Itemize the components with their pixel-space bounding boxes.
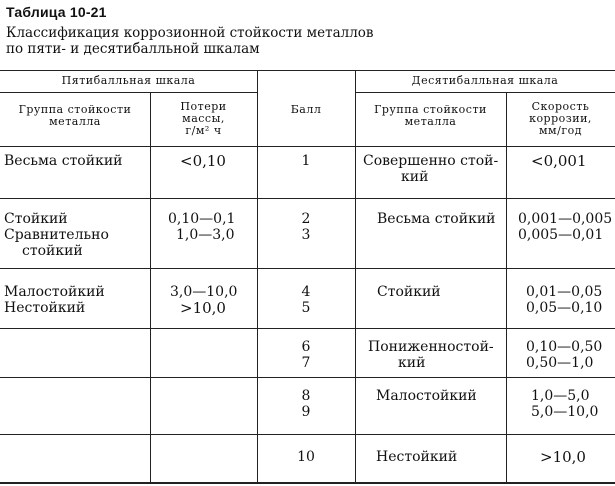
ball-cell: 8 9 — [301, 388, 311, 420]
ten-group-cell: Нестойкий — [376, 449, 458, 465]
table-bottom-rule — [0, 482, 615, 484]
corrosion-rate-cell: <0,001 — [531, 152, 587, 170]
ten-group-cell: Весьма стойкий — [377, 211, 496, 227]
five-scale-header: Пятибалльная шкала — [61, 74, 196, 87]
scale-header-rule-left — [0, 92, 257, 93]
five-group-cell: Стойкий Сравнительно стойкий — [4, 211, 109, 259]
row-rule-3 — [0, 328, 615, 329]
ten-group-cell: Совершенно стой- кий — [363, 153, 499, 185]
table-top-rule — [0, 70, 615, 71]
ball-cell: 4 5 — [301, 284, 311, 316]
corrosion-rate-cell: 0,01—0,05 0,05—0,10 — [526, 284, 603, 316]
ball-cell: 1 — [301, 153, 311, 169]
corrosion-rate-cell: 0,001—0,005 0,005—0,01 — [518, 211, 613, 243]
corrosion-rate-cell: >10,0 — [540, 448, 586, 466]
five-group-cell: Малостойкий Нестойкий — [4, 284, 105, 316]
col-divider-rate — [506, 92, 507, 483]
row-rule-4 — [0, 377, 615, 378]
mass-loss-header: Потери массы, г/м² ч — [180, 100, 227, 137]
mass-loss-cell: <0,10 — [180, 152, 226, 170]
ball-cell: 6 7 — [301, 339, 311, 371]
ball-cell: 2 3 — [301, 211, 311, 243]
mass-loss-cell: 0,10—0,1 1,0—3,0 — [168, 211, 236, 243]
ten-scale-header: Десятибалльная шкала — [411, 74, 559, 87]
ten-group-cell: Стойкий — [377, 284, 441, 300]
scale-header-rule-right — [355, 92, 615, 93]
col-divider-ball-left — [257, 70, 258, 483]
table-caption — [6, 25, 374, 57]
table-number: Таблица 10-21 — [6, 4, 107, 20]
ball-cell: 10 — [297, 449, 315, 465]
row-rule-1 — [0, 198, 615, 199]
header-bottom-rule — [0, 146, 615, 147]
caption-line-2: по пяти- и десятибалльной шкалам — [6, 41, 260, 57]
row-rule-5 — [0, 434, 615, 435]
ten-group-header: Группа стойкости металла — [374, 103, 487, 128]
col-divider-loss — [150, 92, 151, 483]
ten-group-cell: Малостойкий — [376, 388, 477, 404]
col-divider-ball-right — [355, 70, 356, 483]
ten-group-cell: Пониженностой- кий — [368, 339, 494, 371]
corrosion-rate-cell: 1,0—5,0 5,0—10,0 — [531, 388, 599, 420]
mass-loss-cell: 3,0—10,0 >10,0 — [170, 284, 238, 317]
row-rule-2 — [0, 268, 615, 269]
ball-header: Балл — [290, 103, 322, 116]
five-group-header: Группа стойкости металла — [18, 103, 132, 128]
five-group-cell: Весьма стойкий — [4, 153, 123, 169]
caption-line-1: Классификация коррозионной стойкости металлов — [6, 25, 374, 41]
corrosion-rate-header: Скорость коррозии, мм/год — [529, 100, 592, 137]
corrosion-rate-cell: 0,10—0,50 0,50—1,0 — [526, 339, 603, 371]
